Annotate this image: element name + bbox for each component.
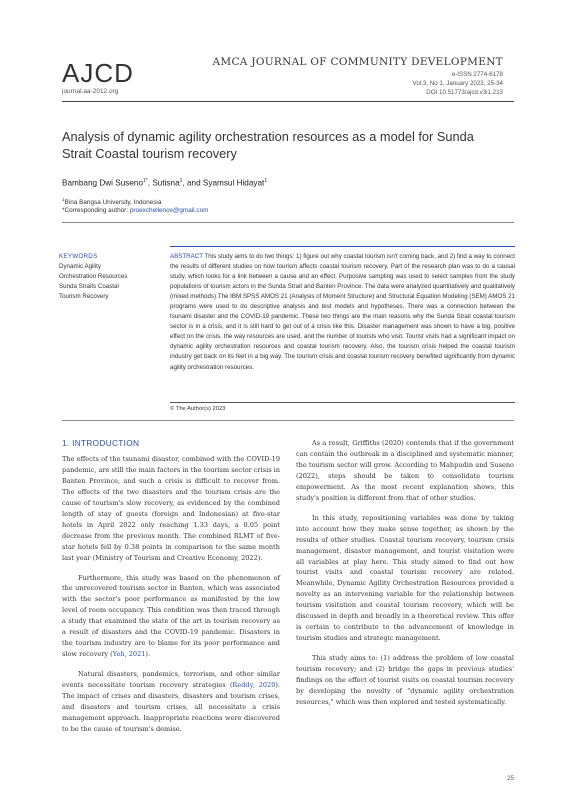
paragraph [62, 669, 280, 735]
author-name: Syamsul Hidayat [202, 178, 265, 188]
journal-logo: AJCD [62, 58, 134, 88]
paragraph-text: ). The impact of crises and disasters, disasters and tourism crises, and disasters and tourism crises, all necessitate a crisis management approach. Inappropriate reactions were discovered to be the cause of tourism's demise. [62, 681, 280, 733]
abstract-label: ABSTRACT [170, 253, 203, 260]
abstract-text: This study aims to do two things: 1) figure out why coastal tourism isn't coming back, and 2) find a way to connect the results of different studies on how tourism affects coastal tourism recovery. Part of the research plan was to do a causal study, which looks for a link between a cause and an effect. Purposive sampling was used to select samples from the study populations of tourism actors in the Sunda Strait and Banten Province. The data were analyzed quantitatively and qualitatively (mixed methods).The IBM SPSS AMOS 21 (Analysis of Moment Structure) and Structural Equation Modeling (SEM) AMOS 21 programs were used to do descriptive analysis and test models and hypotheses. There was a connection between the tsunami disaster and the COVID-19 pandemic. These two things are the main reasons why the Sunda Strait coastal tourism sector is in a crisis, and it is still hard to get out of a crisis like this. Disaster management was shown to have a big, positive effect on the crisis, the way resources are used, and the number of tourists who visit. Tourist visits had a significant impact on dynamic agility orchestration resources and coastal tourism recovery. Also, the tourism crisis helped the coastal tourism industry get back on its feet in a big way. The tourism crisis and coastal tourism recovery benefited significantly from dynamic agility orchestration resources. [170, 253, 515, 371]
abstract-bottom-divider [62, 420, 514, 421]
author-name: Sutisna [152, 178, 180, 188]
journal-url: journal.aa-2012.org [62, 88, 119, 95]
paragraph-text: ). [145, 650, 151, 659]
page-number: 25 [507, 775, 514, 782]
affiliation-superscript: 1 [62, 197, 65, 202]
paragraph [62, 573, 280, 661]
corresponding-label: *Corresponding author: [62, 207, 130, 214]
author-superscript: 1 [264, 178, 268, 184]
abstract-divider [170, 402, 515, 403]
volume-info: Vol.3, No 1, January 2023, 25-34 [412, 80, 503, 87]
paragraph-text: Natural disasters, pandemics, terrorism, and other similar events necessitate tourism recovery strategies ( [62, 670, 280, 690]
eissn: e-ISSN 2774-6178 [451, 71, 503, 78]
author-superscript: 1 [179, 178, 183, 184]
doi: DOI 10.51773/ajcd.v3i1.213 [426, 89, 503, 96]
citation-link[interactable]: Yeh, 2021 [112, 650, 146, 659]
author-list: Bambang Dwi Suseno$^{1*}$, Sutisna$^1$, and Syamsul Hidayat$^1$ [62, 178, 268, 188]
keyword-item: Dynamic Agility [59, 263, 101, 270]
corresponding-email-link[interactable]: proexchellence@gmail.com [129, 207, 209, 214]
paragraph: This study aims to: (1) address the problem of low coastal tourism recovery; and (2) bridge the gaps in previous studies' findings on the effect of tourist visits on coastal tourism recovery by developing the novelty of "dynamic agility orchestration resources," which was then explored and tested systematically. [296, 654, 514, 706]
keyword-item: Sunda Straits Coastal [59, 283, 119, 290]
affiliation-text: Bina Bangsa University, Indonesia [64, 199, 162, 207]
citation-link[interactable]: Reddy, 2020 [232, 681, 276, 690]
paragraph: As a result, Griffiths (2020) contends that if the government can contain the outbreak in a disciplined and systematic manner, the tourism sector will grow. According to Mahpudin and Suseno (2022), steps should be taken to consolidate tourism empowerment. As the most recent explanation shows, this study's position is different from that of other studies. [296, 439, 514, 502]
paragraph: In this study, repositioning variables was done by taking into account how they make sense together, as shown by the results of other studies. Coastal tourism recovery, tourism crisis management, disaster management, and tourist visitation were all variables at play here. This study aimed to find out how tourist visits and coastal tourism recovery are related. Meanwhile, Dynamic Agility Orchestration Resources provided a novelty as an intervening variable for the relationship between tourism visitation and coastal tourism recovery, which will be discussed in depth and broadly in a theoretical review. This offer is certain to contribute to the advancement of knowledge in tourism studies and strategic management. [296, 513, 514, 643]
section-heading: 1. INTRODUCTION [62, 438, 140, 448]
left-column [62, 454, 280, 735]
author-name: Bambang Dwi Suseno [62, 178, 144, 188]
abstract [170, 252, 515, 373]
article-title: Analysis of dynamic agility orchestration resources as a model for Sunda Strait Coastal tourism recovery [62, 129, 474, 161]
title-divider [62, 222, 514, 223]
keywords-heading: KEYWORDS [59, 253, 98, 260]
abstract-rule [170, 246, 515, 247]
paragraph: The effects of the tsunami disaster, combined with the COVID-19 pandemic, are still the main factors in the tourism sector crisis in Banten Province, and such a crisis is difficult to recover from. The effects of the two disasters and the tourism crisis are the cause of tourism's slow recovery, as evidenced by the combined length of stay of guests (foreign and Indonesian) at five-star hotels in April 2022 only reaching 1.33 days, a 0.05 point decrease from the previous month. The combined RLMT of five-star hotels fell by 0.38 points in comparison to the same month last year (Ministry of Tourism and Creative Economy, 2022). [62, 455, 280, 562]
corresponding-author [62, 207, 208, 214]
copyright: © The Author(s) 2023 [170, 406, 226, 412]
keyword-item: Tourism Recovery [59, 293, 109, 300]
paragraph-text: Furthermore, this study was based on the phenomenon of the unrecovered tourism sector in Banten, which was associated with the sector's poor performance as manifested by the low level of room occupancy. This condition was then traced through a study that examined the state of the art in tourism recovery as a result of disasters and the COVID-19 pandemic. Disasters in the tourism industry are to blame for its poor performance and slow recovery ( [62, 573, 280, 659]
journal-name: AMCA JOURNAL OF COMMUNITY DEVELOPMENT [212, 56, 503, 68]
right-column [296, 438, 514, 708]
keyword-item: Orchestration Resources [59, 273, 128, 280]
header-divider [62, 101, 514, 102]
author-superscript: 1* [143, 178, 148, 184]
affiliation [62, 197, 161, 206]
